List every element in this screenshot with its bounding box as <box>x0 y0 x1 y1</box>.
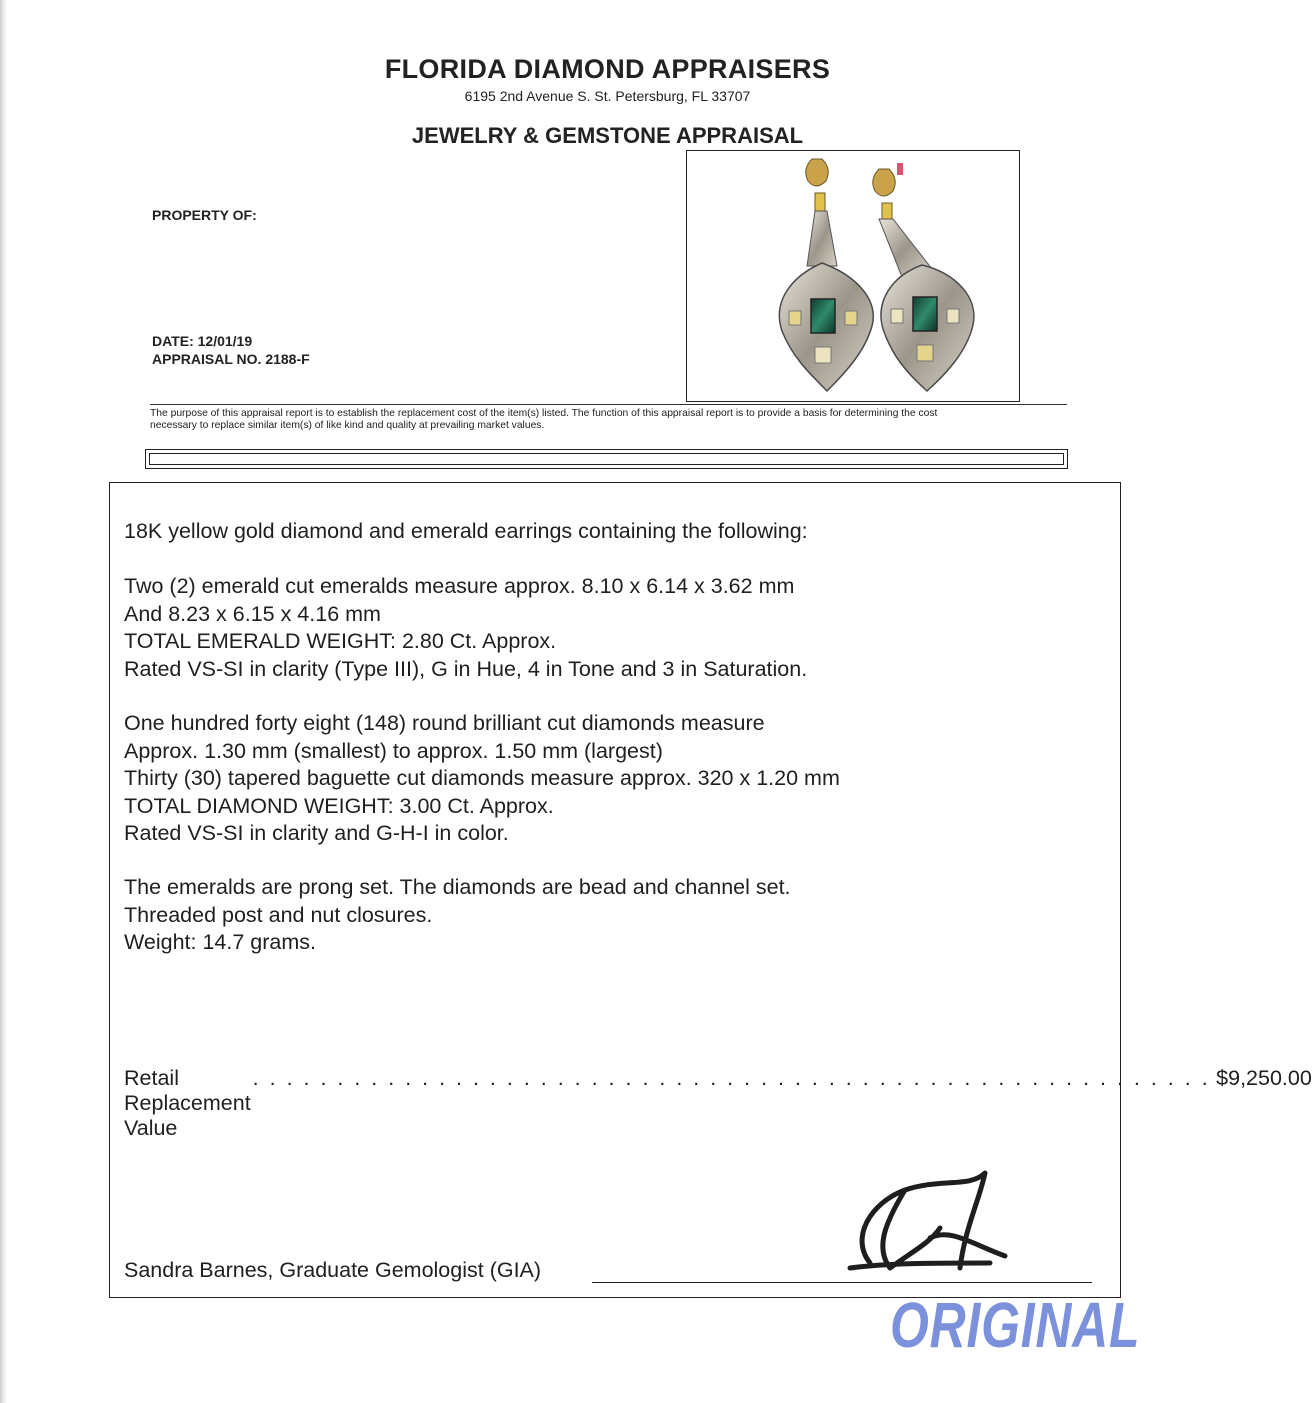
diamond-line: Thirty (30) tapered baguette cut diamonds measure approx. 320 x 1.20 mm <box>124 766 840 790</box>
page-edge-shadow <box>0 0 7 1403</box>
handwritten-signature-icon <box>830 1168 1020 1288</box>
purpose-line-2: necessary to replace similar item(s) of like kind and quality at prevailing market values. <box>150 420 545 431</box>
intro-line: 18K yellow gold diamond and emerald earrings containing the following: <box>124 519 808 543</box>
emerald-details <box>124 573 807 683</box>
original-stamp: ORIGINAL <box>890 1289 1141 1361</box>
diamond-line: Rated VS-SI in clarity and G-H-I in color. <box>124 821 509 845</box>
document-title: JEWELRY & GEMSTONE APPRAISAL <box>411 123 804 148</box>
leader-dots: . . . . . . . . . . . . . . . . . . . . . . . . . . . . . . . . . . . . . . . . . . . . . . . . . . . . . . . . . <box>252 1066 1211 1090</box>
date-label: DATE: <box>152 333 194 349</box>
emerald-line: And 8.23 x 6.15 x 4.16 mm <box>124 601 381 626</box>
purpose-statement <box>150 404 1067 432</box>
left-earring <box>779 159 873 391</box>
date-value: 12/01/19 <box>197 333 253 349</box>
earrings-photo <box>686 150 1020 402</box>
appraisal-number-row <box>152 351 310 367</box>
retail-value-row <box>124 1066 1312 1141</box>
right-earring <box>873 169 974 391</box>
purpose-line-1: The purpose of this appraisal report is to establish the replacement cost of the item(s) listed. The function of this appraisal report is to provide a basis for determining the cost <box>150 408 938 419</box>
date-row <box>152 333 252 349</box>
earrings-photo-icon <box>687 151 1019 401</box>
description-intro <box>124 518 808 546</box>
company-address: 6195 2nd Avenue S. St. Petersburg, FL 33707 <box>464 88 751 104</box>
double-rule-bar <box>145 449 1068 469</box>
diamond-line: One hundred forty eight (148) round brilliant cut diamonds measure <box>124 711 765 735</box>
company-name: FLORIDA DIAMOND APPRAISERS <box>384 54 831 84</box>
appraiser-name: Sandra Barnes, Graduate Gemologist (GIA) <box>124 1258 542 1282</box>
setting-line: Threaded post and nut closures. <box>124 902 433 927</box>
retail-value-label: Retail Replacement Value <box>124 1066 251 1140</box>
diamond-line: TOTAL DIAMOND WEIGHT: 3.00 Ct. Approx. <box>124 793 554 818</box>
emerald-line: Rated VS-SI in clarity (Type III), G in Hue, 4 in Tone and 3 in Saturation. <box>124 656 808 681</box>
emerald-line: Two (2) emerald cut emeralds measure approx. 8.10 x 6.14 x 3.62 mm <box>124 574 795 598</box>
setting-line: Weight: 14.7 grams. <box>124 930 316 954</box>
diamond-line: Approx. 1.30 mm (smallest) to approx. 1.50 mm (largest) <box>124 738 663 763</box>
property-of-label: PROPERTY OF: <box>152 207 257 223</box>
setting-details <box>124 874 791 957</box>
diamond-details <box>124 710 840 848</box>
retail-value-amount: $9,250.00 <box>1216 1066 1312 1090</box>
appraisal-no-value: 2188-F <box>265 351 310 367</box>
setting-line: The emeralds are prong set. The diamonds are bead and channel set. <box>124 875 791 899</box>
emerald-line: TOTAL EMERALD WEIGHT: 2.80 Ct. Approx. <box>124 629 557 653</box>
appraisal-no-label: APPRAISAL NO. <box>152 351 262 367</box>
